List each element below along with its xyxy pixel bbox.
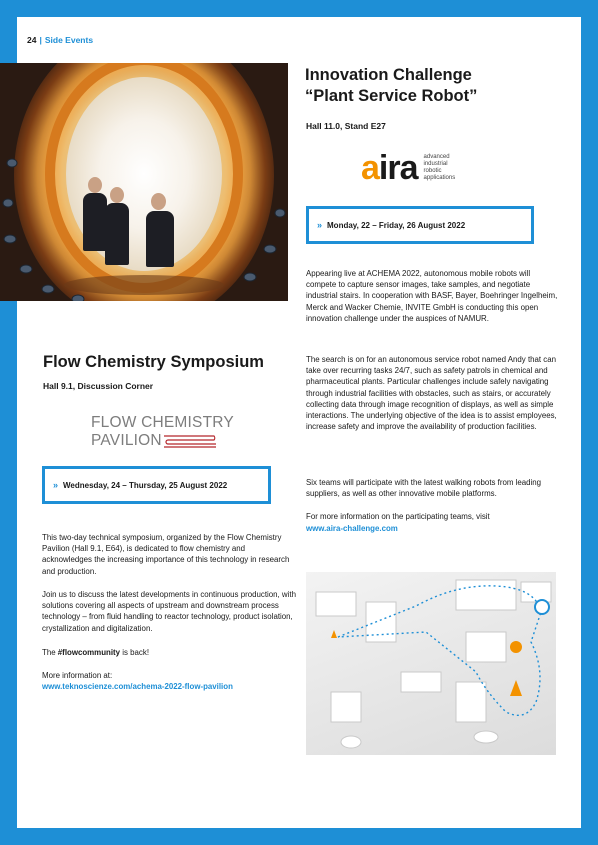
aira-challenge-link[interactable]: www.aira-challenge.com (306, 524, 398, 533)
logo-line-2: PAVILION (91, 432, 162, 449)
robot-course-illustration (306, 572, 556, 755)
innovation-date: Monday, 22 – Friday, 26 August 2022 (327, 220, 466, 230)
flow-pavilion-link[interactable]: www.teknoscienze.com/achema-2022-flow-pavilion (42, 682, 233, 691)
robot-course-image (306, 572, 556, 755)
innovation-date-box (306, 206, 534, 244)
section-title: Side Events (44, 35, 94, 45)
title-line-2: “Plant Service Robot” (305, 87, 478, 105)
innovation-paragraph-3: Six teams will participate with the latest walking robots from leading suppliers, as well as other innovative mobile platforms. (306, 478, 542, 499)
page-number: 24 (27, 35, 37, 45)
tagline-line-3: robotic (423, 168, 442, 174)
hashtag-prefix: The (42, 648, 58, 657)
hashtag-suffix: is back! (120, 648, 150, 657)
person-left-head (88, 177, 102, 193)
header-separator: | (39, 35, 42, 45)
aira-tagline (424, 154, 456, 182)
person-left (83, 193, 107, 251)
logo-flow-lines-icon (164, 433, 218, 449)
flow-hashtag-line (42, 647, 149, 658)
logo-line-1: FLOW CHEMISTRY (91, 414, 234, 431)
flow-date: Wednesday, 24 – Thursday, 25 August 2022 (63, 480, 228, 490)
hero-photo (0, 63, 288, 301)
page-header (27, 35, 93, 45)
flow-date-box (42, 466, 271, 504)
person-center (105, 203, 129, 265)
pipe-bolts (0, 63, 288, 301)
innovation-more-info: For more information on the participating teams, visit (306, 512, 490, 521)
hashtag: #flowcommunity (57, 648, 121, 657)
person-right (146, 211, 174, 267)
page (17, 17, 581, 828)
flow-paragraph-1: This two-day technical symposium, organized by the Flow Chemistry Pavilion (Hall 9.1, E64), is dedicated to flow chemistry and acknowledges the increasing importance of this technology in research and production. (42, 533, 290, 576)
person-center-head (110, 187, 124, 203)
tagline-line-4: applications (423, 175, 456, 181)
title-line-1: Innovation Challenge (305, 66, 472, 84)
innovation-paragraph-2: The search is on for an autonomous service robot named Andy that can take over recurring tasks 24/7, such as safety patrols in chemical and pharmaceutical plants. Particular challenges include safely navigating through industrial facilities with obstacles, such as stairs, or accurately collecting data through image recognition of displays, as well as simple interactions. The underlying objective of the idea is to assist employees, increase safety and improve the availability of production facilities. (306, 355, 557, 432)
flow-paragraph-2: Join us to discuss the latest developments in continuous production, with solutions covering all aspects of upstream and downstream process technology – from fluid handling to reactor technology, product isolation, crystallization and digitalization. (42, 590, 296, 633)
aira-logo (361, 151, 511, 191)
innovation-location: Hall 11.0, Stand E27 (306, 121, 386, 131)
flow-more-info: More information at: (42, 671, 113, 680)
tagline-line-2: industrial (423, 161, 448, 167)
tagline-line-1: advanced (423, 154, 450, 160)
flow-chemistry-pavilion-logo (91, 414, 234, 452)
innovation-paragraph-1: Appearing live at ACHEMA 2022, autonomous mobile robots will compete to capture sensor images, take samples, and negotiate industrial stairs. In cooperation with BASF, Bayer, Boehringer Ingelheim, Merck and Wacker Chemie, INVITE GmbH is conducting this open innovation challenge under the auspices of NAMUR. (306, 269, 558, 323)
flow-symposium-title: Flow Chemistry Symposium (43, 353, 264, 371)
flow-location: Hall 9.1, Discussion Corner (43, 381, 154, 391)
chevron-right-icon: » (317, 220, 323, 230)
person-right-head (151, 193, 166, 210)
aira-wordmark: aira (361, 149, 418, 187)
innovation-challenge-title (305, 65, 477, 107)
chevron-right-icon: » (53, 480, 59, 490)
